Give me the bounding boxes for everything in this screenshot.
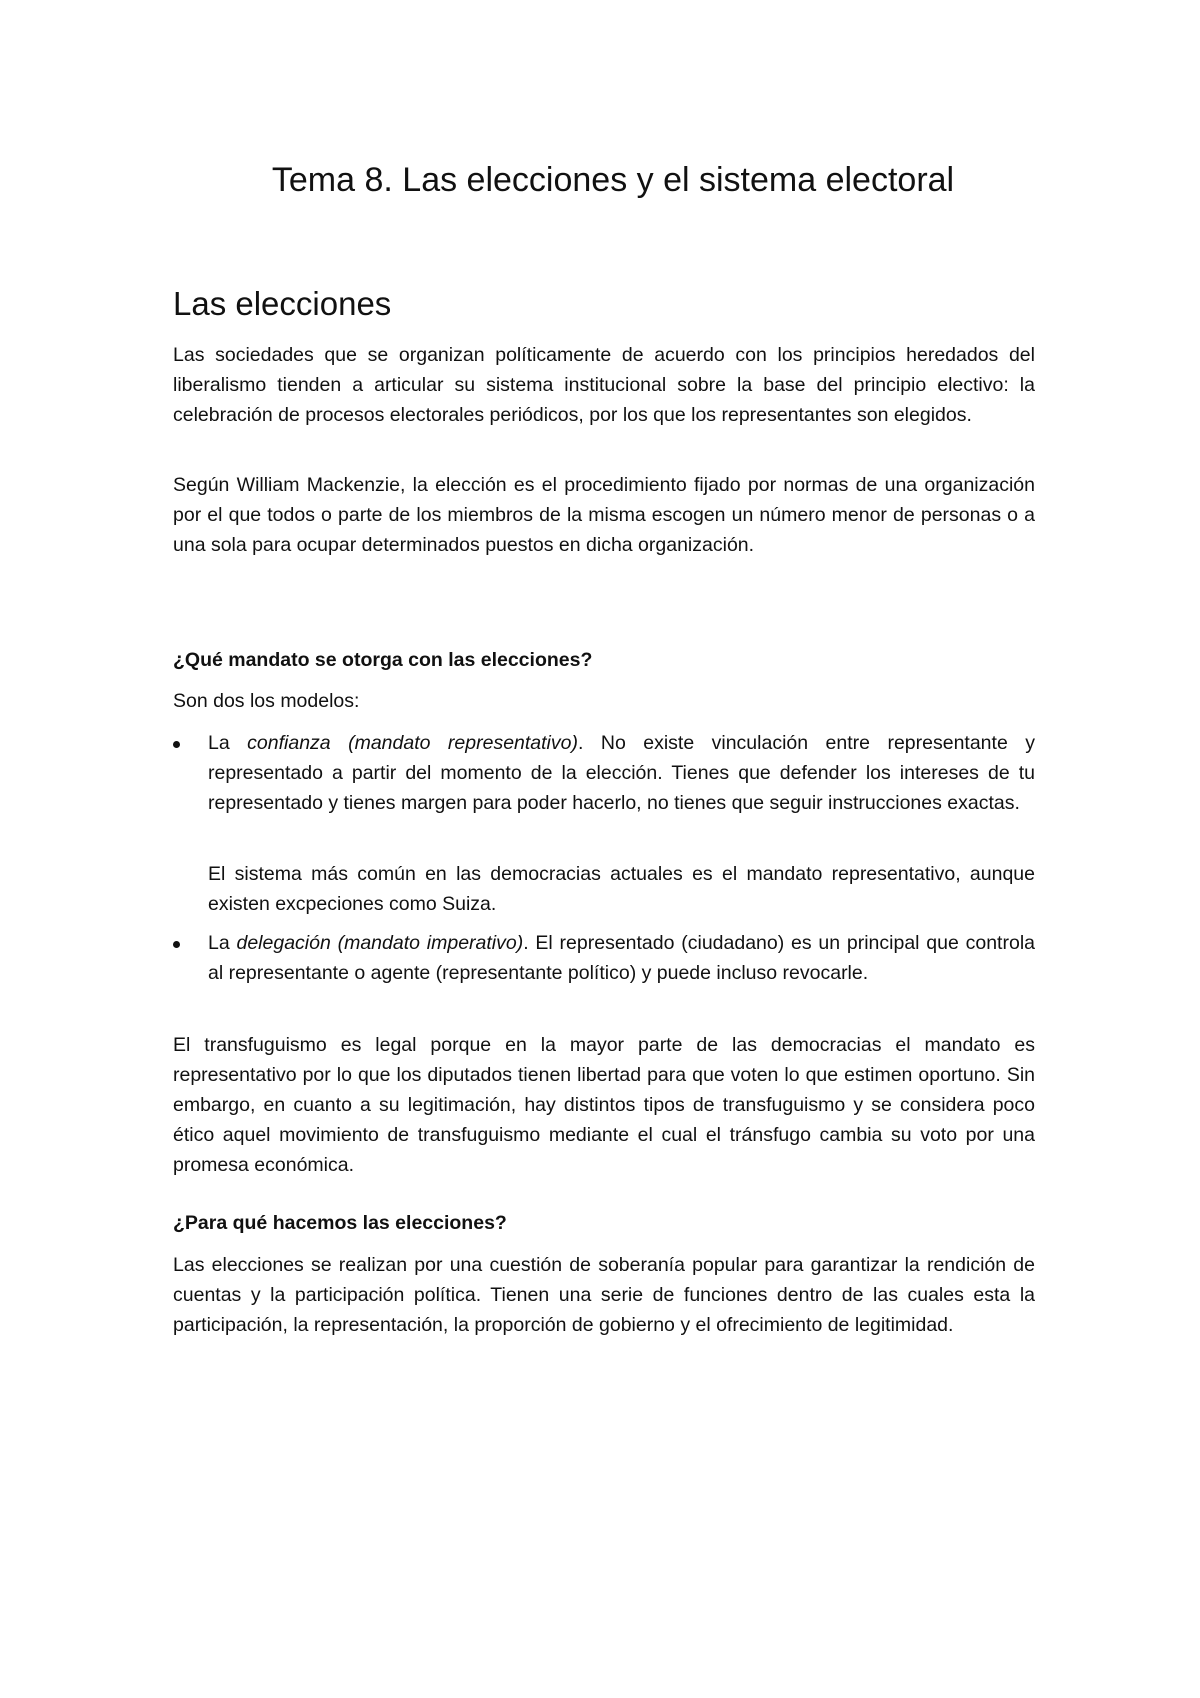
paragraph-mackenzie: Según William Mackenzie, la elección es el procedimiento fijado por normas de una organización por el que todos o parte de los miembros de la misma escogen un número menor de personas o a una sola para ocupar determinados puestos en dicha organización. xyxy=(173,474,1035,556)
section-heading: Las elecciones xyxy=(173,285,392,322)
bullet-text xyxy=(208,928,1035,988)
paragraph-transfuguismo: El transfuguismo es legal porque en la mayor parte de las democracias el mandato es representativo por lo que los diputados tienen libertad para que voten lo que estimen oportuno. Sin embargo, en cuanto a su legitimación, hay distintos tipos de transfuguismo y se considera poco ético aquel movimiento de transfuguismo mediante el cual el tránsfugo cambia su voto por una promesa económica. xyxy=(173,1034,1035,1176)
bullet-body: . No existe vinculación entre representante y representado a partir del momento de la elección. Tienes que defender los intereses de tu representado y tienes margen para poder hacerlo, no tienes que seguir instrucciones exactas. xyxy=(208,732,1035,814)
bullet-icon xyxy=(173,741,180,748)
bullet-continuation: El sistema más común en las democracias actuales es el mandato representativo, aunque existen excpeciones como Suiza. xyxy=(208,863,1035,915)
bullet-body: . El representado (ciudadano) es un principal que controla al representante o agente (representante político) y puede incluso revocarle. xyxy=(208,932,1035,984)
bullet-term: confianza (mandato representativo) xyxy=(247,732,578,754)
bullet-text xyxy=(208,728,1035,818)
paragraph-intro: Las sociedades que se organizan políticamente de acuerdo con los principios heredados del liberalismo tienden a articular su sistema institucional sobre la base del principio electivo: la celebración de procesos electorales periódicos, por los que los representantes son elegidos. xyxy=(173,344,1035,426)
paragraph-models-intro: Son dos los modelos: xyxy=(173,690,360,712)
question-heading-mandate: ¿Qué mandato se otorga con las elecciones? xyxy=(173,649,593,671)
document-title: Tema 8. Las elecciones y el sistema electoral xyxy=(271,161,955,199)
bullet-prefix: La xyxy=(208,932,237,954)
bullet-prefix: La xyxy=(208,732,248,754)
paragraph-purpose: Las elecciones se realizan por una cuestión de soberanía popular para garantizar la rendición de cuentas y la participación política. Tienen una serie de funciones dentro de las cuales esta la participación, la representación, la proporción de gobierno y el ofrecimiento de legitimidad. xyxy=(173,1254,1035,1336)
bullet-term: delegación (mandato imperativo) xyxy=(236,932,524,954)
bullet-icon xyxy=(173,941,180,948)
question-heading-purpose: ¿Para qué hacemos las elecciones? xyxy=(173,1212,507,1234)
